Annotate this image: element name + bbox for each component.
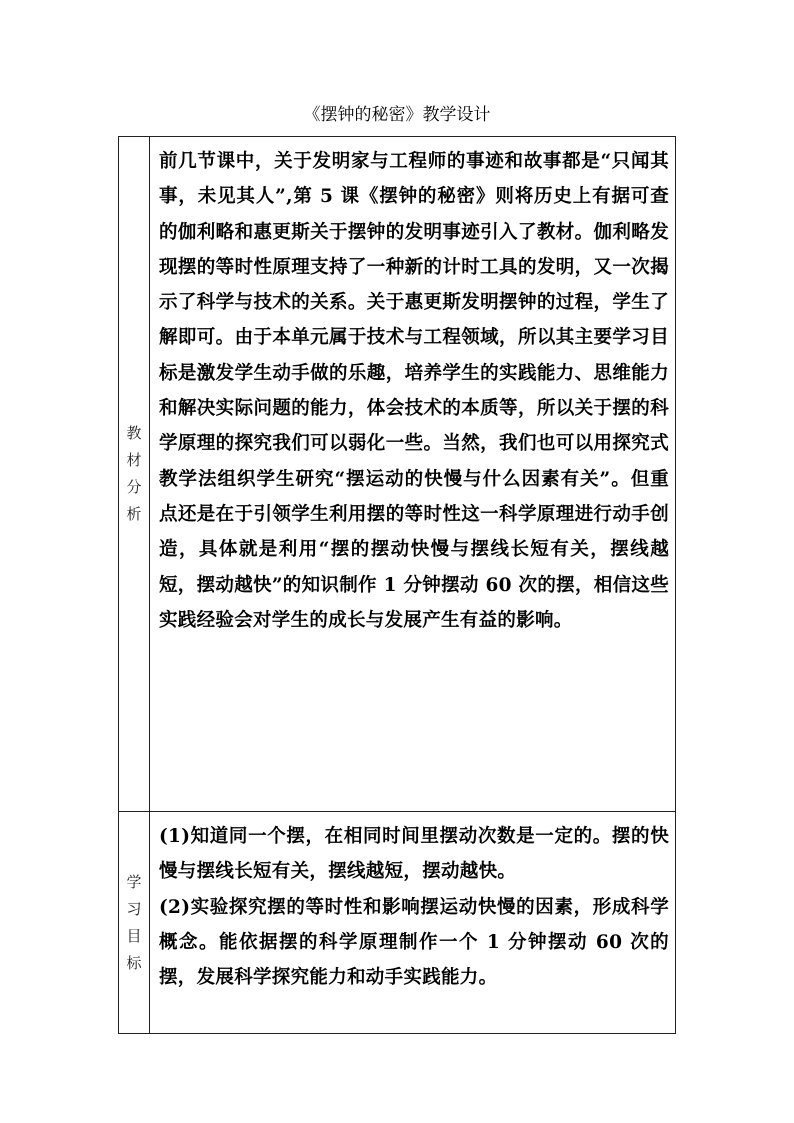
section-label-material-analysis: 教 材 分 析 [119,137,150,812]
section-content-learning-goals [150,812,676,1034]
lesson-design-table [118,136,676,1034]
paragraph: (2)实验探究摆的等时性和影响摆运动快慢的因素，形成科学概念。能依据摆的科学原理制作一个 1 分钟摆动 60 次的摆，发展科学探究能力和动手实践能力。 [159,896,669,989]
table-row [119,812,676,1034]
document-title: 《摆钟的秘密》教学设计 [303,105,491,125]
section-label-learning-goals: 学 习 目 标 [119,812,150,1034]
paragraph: 前几节课中，关于发明家与工程师的事迹和故事都是“只闻其事，未见其人”,第 5 课《摆钟的秘密》则将历史上有据可查的伽利略和惠更斯关于摆钟的发明事迹引入了教材。伽利略发现摆的等时性原理支持了一种新的计时工具的发明，又一次揭示了科学与技术的关系。关于惠更斯发明摆钟的过程，学生了解即可。由于本单元属于技术与工程领域，所以其主要学习目标是激发学生动手做的乐趣，培养学生的实践能力、思维能力和解决实际问题的能力，体会技术的本质等，所以关于摆的科学原理的探究我们可以弱化一些。当然，我们也可以用探究式教学法组织学生研究“摆运动的快慢与什么因素有关”。但重点还是在于引领学生利用摆的等时性这一科学原理进行动手创造，具体就是利用“摆的摆动快慢与摆线长短有关，摆线越短，摆动越快”的知识制作 1 分钟摆动 60 次的摆，相信这些实践经验会对学生的成长与发展产生有益的影响。 [159,151,669,631]
table-row [119,137,676,812]
section-content-material-analysis [150,137,676,812]
paragraph: (1)知道同一个摆，在相同时间里摆动次数是一定的。摆的快慢与摆线长短有关，摆线越短，摆动越快。 [159,826,669,883]
